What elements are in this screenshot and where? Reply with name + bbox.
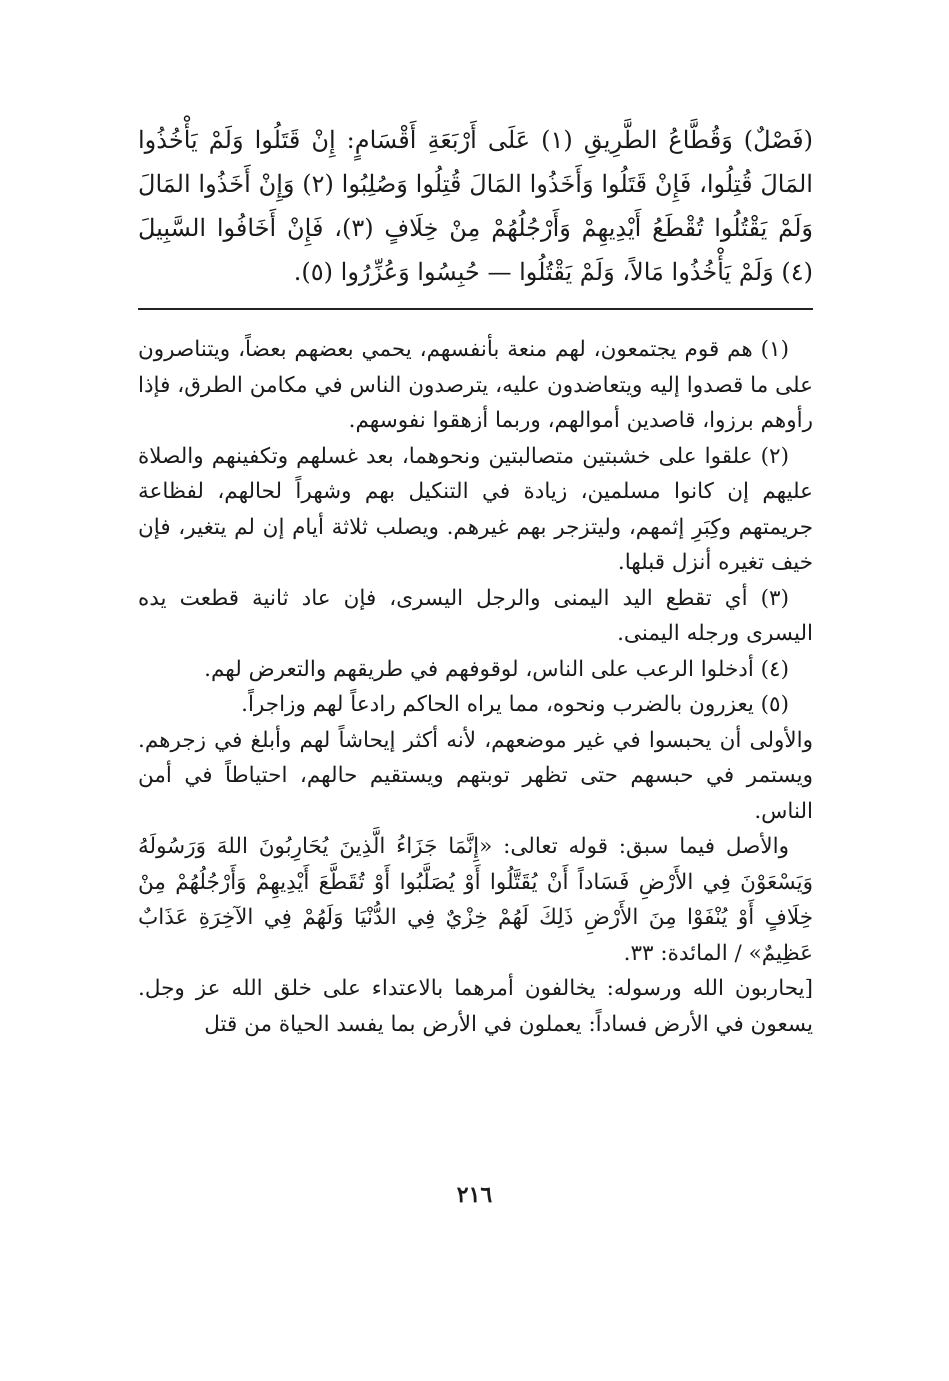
footnote-2: (٢) علقوا على خشبتين متصالبتين ونحوهما، بعد غسلهم وتكفينهم والصلاة عليهم إن كانوا مسلمين، زيادة في التنكيل بهم وشهراً لحالهم، لفظاعة جريمتهم وكِبَرِ إثمهم، وليتزجر بهم غيرهم. ويصلب ثلاثة أيام إن لم يتغير، فإن خيف تغيره أنزل قبلها. bbox=[138, 443, 813, 575]
footnote-divider bbox=[138, 308, 813, 310]
footnote-quran-verse: والأصل فيما سبق: قوله تعالى: «إِنَّمَا جَزَاءُ الَّذِينَ يُحَارِبُونَ اللهَ وَرَسُولَهُ وَيَسْعَوْنَ فِي الأَرْضِ فَسَاداً أَنْ يُقَتَّلُوا أَوْ يُصَلَّبُوا أَوْ تُقَطَّعَ أَيْدِيهِمْ وَأَرْجُلُهُمْ مِنْ خِلَافٍ أَوْ يُنْفَوْا مِنَ الأَرْضِ ذَلِكَ لَهُمْ خِزْيٌ فِي الدُّنْيَا وَلَهُمْ فِي الآخِرَةِ عَذَابٌ عَظِيمٌ» / المائدة: ٣٣. bbox=[138, 834, 813, 966]
main-text bbox=[138, 118, 813, 294]
page-number: ٢١٦ bbox=[456, 1182, 493, 1208]
footnote-5: (٥) يعزرون بالضرب ونحوه، مما يراه الحاكم رادعاً لهم وزاجراً. bbox=[241, 692, 789, 717]
footnote-5-continued: والأولى أن يحبسوا في غير موضعهم، لأنه أكثر إيحاشاً لهم وأبلغ في زجرهم. ويستمر في حبسهم حتى تظهر توبتهم ويستقيم حالهم، احتياطاً في أمن الناس. bbox=[138, 727, 813, 824]
main-paragraph: (فَصْلٌ) وَقُطَّاعُ الطَّرِيقِ (١) عَلَى أَرْبَعَةِ أَقْسَامٍ: إِنْ قَتَلُوا وَلَمْ يَأْخُذُوا المَالَ قُتِلُوا، فَإِنْ قَتَلُوا وَأَخَذُوا المَالَ قُتِلُوا وَصُلِبُوا (٢) وَإِنْ أَخَذُوا المَالَ وَلَمْ يَقْتُلُوا تُقْطَعُ أَيْدِيهِمْ وَأَرْجُلُهُمْ مِنْ خِلَافٍ (٣)، فَإِنْ أَخَافُوا السَّبِيلَ (٤) وَلَمْ يَأْخُذُوا مَالاً، وَلَمْ يَقْتُلُوا — حُبِسُوا وَعُزِّرُوا (٥). bbox=[138, 126, 813, 286]
footnotes bbox=[138, 332, 813, 1042]
footnote-4: (٤) أدخلوا الرعب على الناس، لوقوفهم في طريقهم والتعرض لهم. bbox=[204, 656, 789, 682]
footnote-1: (١) هم قوم يجتمعون، لهم منعة بأنفسهم، يحمي بعضهم بعضاً، ويتناصرون على ما قصدوا إليه ويتعاضدون عليه، يترصدون الناس في مكامن الطرق، فإذا رأوهم برزوا، قاصدين أموالهم، وربما أزهقوا نفوسهم. bbox=[138, 337, 813, 433]
footnote-3: (٣) أي تقطع اليد اليمنى والرجل اليسرى، فإن عاد ثانية قطعت يده اليسرى ورجله اليمنى. bbox=[138, 585, 813, 646]
footnote-verse-explanation: [يحاربون الله ورسوله: يخالفون أمرهما بالاعتداء على خلق الله عز وجل. يسعون في الأرض فساداً: يعملون في الأرض بما يفسد الحياة من قتل bbox=[138, 976, 813, 1037]
page-content bbox=[138, 118, 813, 1042]
